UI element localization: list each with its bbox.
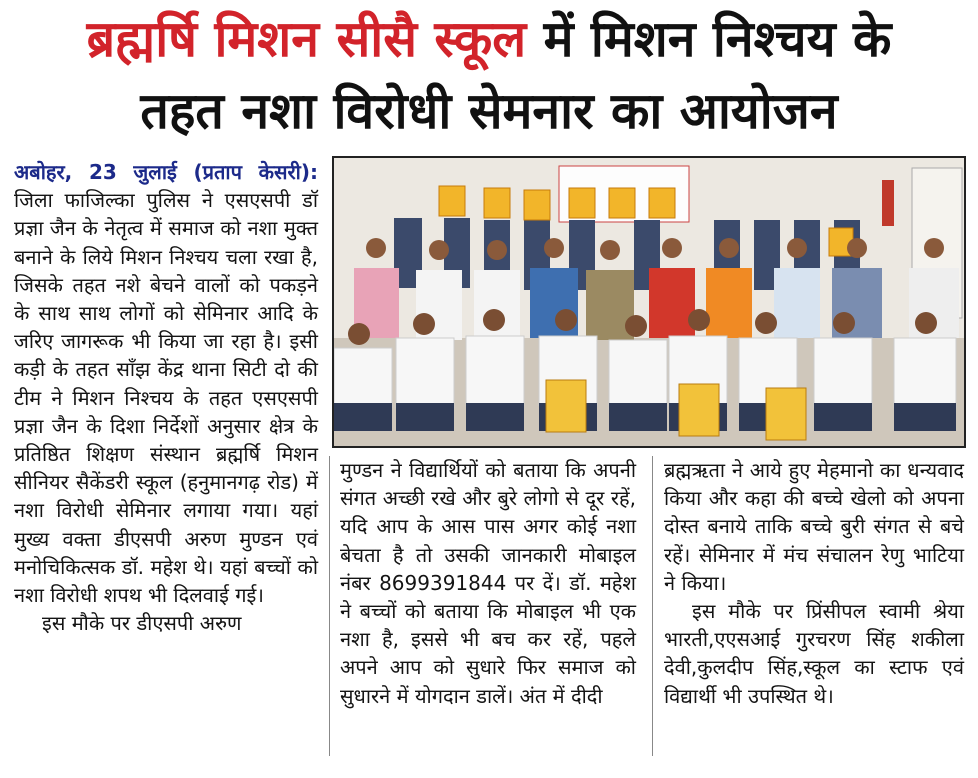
headline-line-1 bbox=[0, 8, 978, 70]
article-col1-text: जिला फाजिल्का पुलिस ने एसएसपी डॉ प्रज्ञा जैन के नेतृत्व में समाज को नशा मुक्त बनाने के लिये मिशन निश्चय चला रखा है, जिसके तहत नशे बेचने वालों को पकड़ने के साथ साथ लोगों को सेमिनार आदि के जरिए जागरूक भी किया जा रहा है। इसी कड़ी के तहत साँझ केंद्र थाना सिटी दो की टीम ने मिशन निश्चय के तहत एसएसपी प्रज्ञा जैन के दिशा निर्देशों अनुसार क्षेत्र के प्रतिष्ठित शिक्षण संस्थान ब्रह्मर्षि मिशन सीनियर सैकेंडरी स्कूल (हनुमानगढ़ रोड) में नशा विरोधी सेमिनार लगाया गया। यहां मुख्य वक्ता डीएसपी अरुण मुण्डन एवं मनोचिकित्सक डॉ. महेश थे। यहां बच्चों को नशा विरोधी शपथ भी दिलवाई गई। bbox=[14, 188, 318, 608]
article-column-3 bbox=[664, 456, 964, 710]
headline-line-2: तहत नशा विरोधी सेमनार का आयोजन bbox=[140, 82, 838, 140]
article-column-1 bbox=[14, 158, 318, 637]
article-col3-para2: इस मौके पर प्रिंसीपल स्वामी श्रेया भारती,एएसआई गुरचरण सिंह शकीला देवी,कुलदीप सिंह,स्कूल का स्टाफ एवं विद्यार्थी भी उपस्थित थे। bbox=[664, 599, 964, 708]
article-col1-para2: इस मौके पर डीएसपी अरुण bbox=[42, 611, 242, 636]
headline-line-1-rest: में मिशन निश्चय के bbox=[526, 10, 892, 68]
dateline: अबोहर, 23 जुलाई (प्रताप केसरी): bbox=[14, 160, 318, 184]
column-rule bbox=[652, 456, 653, 756]
article-col2-text: मुण्डन ने विद्यार्थियों को बताया कि अपनी संगत अच्छी रखे और बुरे लोगो से दूर रहें, यदि आप के आस पास अगर कोई नशा बेचता है तो उसकी जानकारी मोबाइल नंबर 8699391844 पर दें। डॉ. महेश ने बच्चों को बताया कि मोबाइल भी एक नशा है, इससे भी बच कर रहें, पहले अपने आप को सुधारे फिर समाज को सुधारने में योगदान डालें। अंत में दीदी bbox=[340, 458, 636, 708]
news-photo bbox=[332, 156, 966, 448]
article-column-2 bbox=[340, 456, 636, 710]
column-rule bbox=[329, 456, 330, 756]
headline-school-name: ब्रह्मर्षि मिशन सीसै स्कूल bbox=[86, 10, 527, 68]
article-col3-para1: ब्रह्मऋता ने आये हुए मेहमानो का धन्यवाद किया और कहा की बच्चे खेलो को अपना दोस्त बनाये ताकि बच्चे बुरी संगत से बचे रहें। सेमिनार में मंच संचालन रेणु भाटिया ने किया। bbox=[664, 458, 964, 595]
